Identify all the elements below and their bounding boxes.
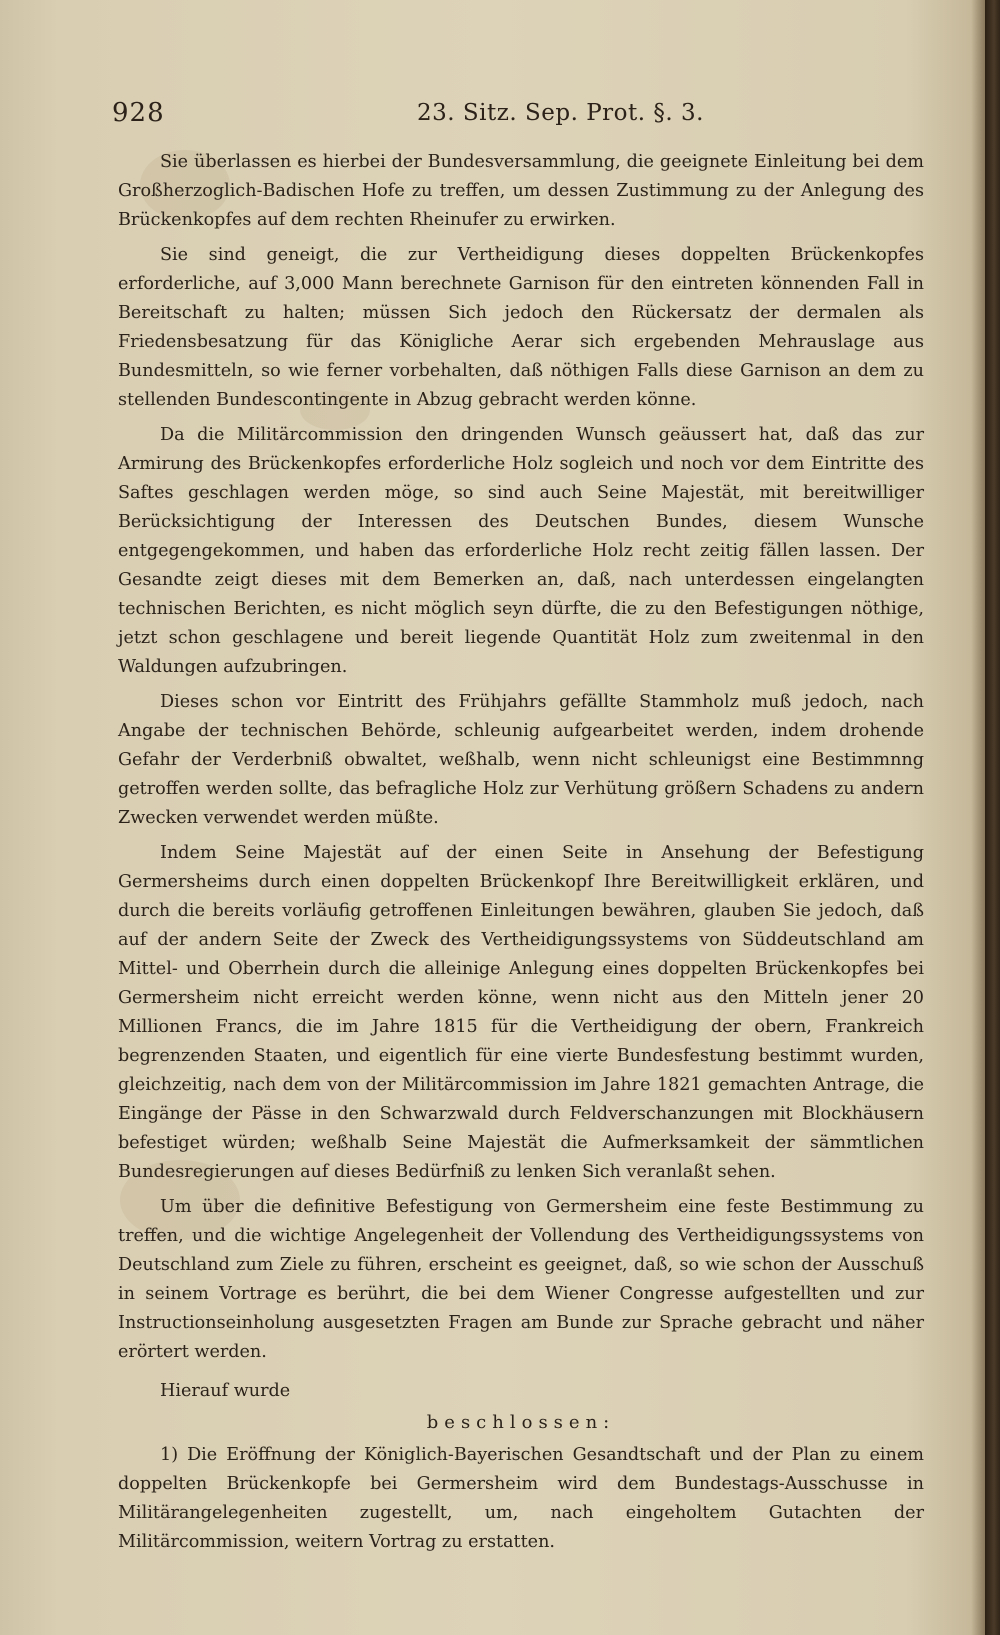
paragraph: Um über die definitive Befestigung von Germersheim eine feste Bestimmung zu treffen, und die wichtige Angelegenheit der Vollendung des Vertheidigungssystems von Deutschland zum Ziele zu führen, erscheint es geeignet, daß, so wie schon der Ausschuß in seinem Vortrage es berührt, die bei dem Wiener Congresse aufgestellten und zur Instructionseinholung ausgesetzten Fragen am Bunde zur Sprache gebracht und näher erörtert werden. bbox=[118, 1197, 924, 1362]
resolution-intro: Hierauf wurde bbox=[160, 1381, 291, 1401]
resolution-item: 1) Die Eröffnung der Königlich-Bayerischen Gesandtschaft und der Plan zu einem doppelten Brückenkopfe bei Germersheim wird dem Bundestags-Ausschusse in Militärangelegenheiten zugestellt, um, nach eingeholtem Gutachten der Militärcommission, weitern Vortrag zu erstatten. bbox=[118, 1445, 924, 1552]
paragraph: Sie überlassen es hierbei der Bundesversammlung, die geeignete Einleitung bei dem Großherzoglich-Badischen Hofe zu treffen, um dessen Zustimmung zu der Anlegung des Brückenkopfes auf dem rechten Rheinufer zu erwirken. bbox=[118, 152, 924, 230]
paragraph: Sie sind geneigt, die zur Vertheidigung dieses doppelten Brückenkopfes erforderliche, auf 3,000 Mann berechnete Garnison für den eintreten könnenden Fall in Bereitschaft zu halten; müssen Sich jedoch den Rückersatz der dermalen als Friedensbesatzung für das Königliche Aerar sich ergebenden Mehrauslage aus Bundesmitteln, so wie ferner vorbehalten, daß nöthigen Falls diese Garnison an dem zu stellenden Bundescontingente in Abzug gebracht werden könne. bbox=[118, 245, 924, 410]
paragraph: Dieses schon vor Eintritt des Frühjahrs gefällte Stammholz muß jedoch, nach Angabe der technischen Behörde, schleunig aufgearbeitet werden, indem drohende Gefahr der Verderbniß obwaltet, weßhalb, wenn nicht schleunigst eine Bestimmnng getroffen werden sollte, das befragliche Holz zur Verhütung größern Schadens zu andern Zwecken verwendet werden müßte. bbox=[118, 692, 924, 828]
page-body bbox=[118, 148, 924, 1557]
running-head: 23. Sitz. Sep. Prot. §. 3. bbox=[417, 100, 704, 126]
resolution-heading: beschlossen: bbox=[426, 1412, 616, 1433]
book-spine bbox=[985, 0, 1000, 1635]
page-header bbox=[112, 98, 924, 138]
paragraph: Indem Seine Majestät auf der einen Seite in Ansehung der Befestigung Germersheims durch einen doppelten Brückenkopf Ihre Bereitwilligkeit erklären, und durch die bereits vorläufig getroffenen Einleitungen bewähren, glauben Sie jedoch, daß auf der andern Seite der Zweck des Vertheidigungssystems von Süddeutschland am Mittel- und Oberrhein durch die alleinige Anlegung eines doppelten Brückenkopfes bei Germersheim nicht erreicht werden könne, wenn nicht aus den Mitteln jener 20 Millionen Francs, die im Jahre 1815 für die Vertheidigung der obern, Frankreich begrenzenden Staaten, und eigentlich für eine vierte Bundesfestung bestimmt wurden, gleichzeitig, nach dem von der Militärcommission im Jahre 1821 gemachten Antrage, die Eingänge der Pässe in den Schwarzwald durch Feldverschanzungen mit Blockhäusern befestiget würden; weßhalb Seine Majestät die Aufmerksamkeit der sämmtlichen Bundesregierungen auf dieses Bedürfniß zu lenken Sich veranlaßt sehen. bbox=[118, 843, 924, 1182]
page-number: 928 bbox=[112, 98, 165, 128]
paragraph: Da die Militärcommission den dringenden Wunsch geäussert hat, daß das zur Armirung des Brückenkopfes erforderliche Holz sogleich und noch vor dem Eintritte des Saftes geschlagen werden möge, so sind auch Seine Majestät, mit bereitwilliger Berücksichtigung der Interessen des Deutschen Bundes, diesem Wunsche entgegengekommen, und haben das erforderliche Holz recht zeitig fällen lassen. Der Gesandte zeigt dieses mit dem Bemerken an, daß, nach unterdessen eingelangten technischen Berichten, es nicht möglich seyn dürfte, die zu den Befestigungen nöthige, jetzt schon geschlagene und bereit liegende Quantität Holz zum zweitenmal in den Waldungen aufzubringen. bbox=[118, 425, 924, 677]
